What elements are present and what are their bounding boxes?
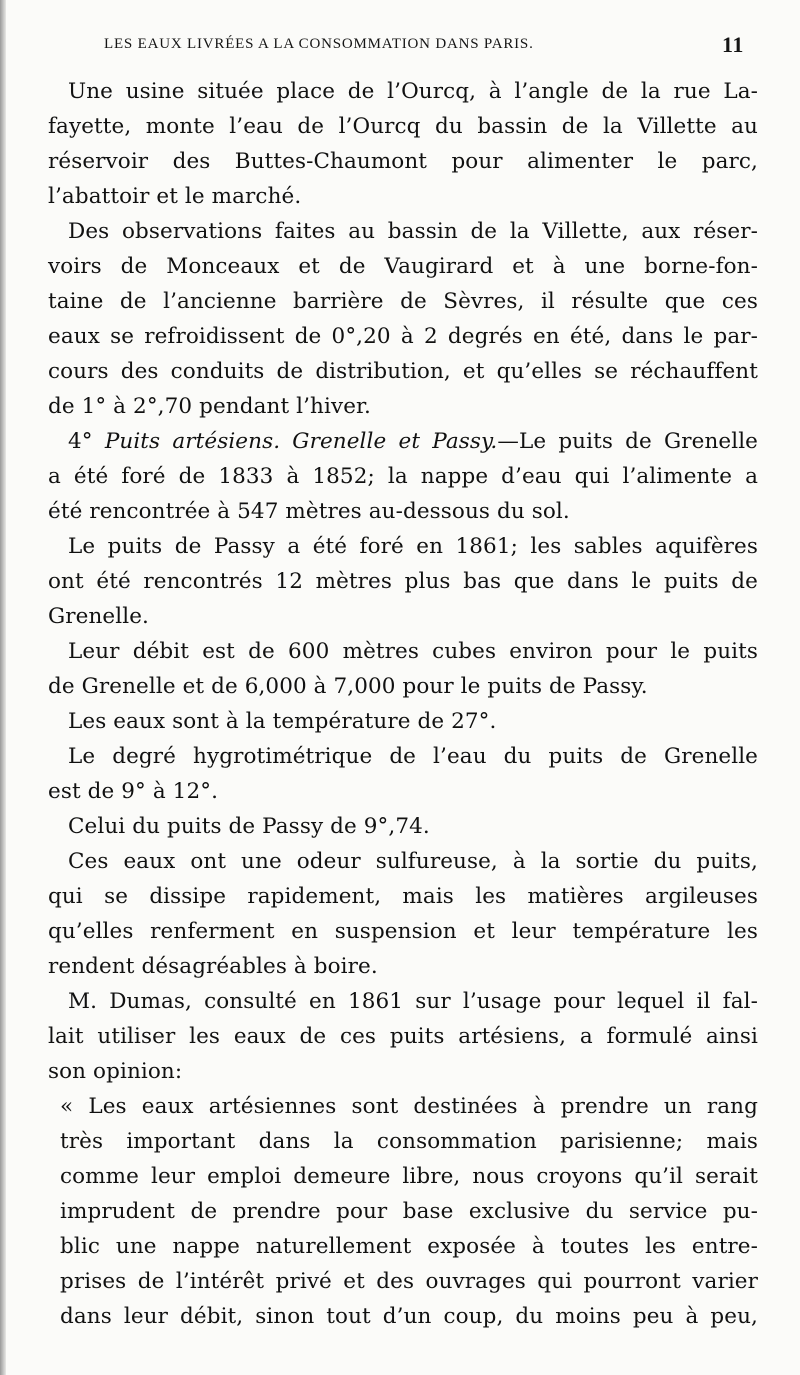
quote-line: comme leur emploi demeure libre, nous croyons qu’il serait [60,1164,758,1189]
text-line: Une usine située place de l’Ourcq, à l’angle de la rue La- [68,79,758,104]
text-line: rendent désagréables à boire. [48,954,378,979]
body-text [48,74,758,1334]
text-line: Le puits de Passy a été foré en 1861; les sables aquifères [68,534,758,559]
text-line: qu’elles renferment en suspension et leur température les [48,919,758,944]
running-title: LES EAUX LIVRÉES A LA CONSOMMATION DANS PARIS. [104,36,534,52]
section-title: Puits artésiens. Grenelle et Passy. [104,429,498,454]
text-line: eaux se refroidissent de 0°,20 à 2 degrés en été, dans le par- [48,324,758,349]
quote-line: dans leur débit, sinon tout d’un coup, du moins peu à peu, [60,1304,758,1329]
page-header [104,32,744,64]
text-line: l’abattoir et le marché. [48,184,302,209]
text-line: son opinion: [48,1059,183,1084]
text-line: Celui du puits de Passy de 9°,74. [68,814,430,839]
quote-line: imprudent de prendre pour base exclusive du service pu- [60,1199,758,1224]
text-line: a été foré de 1833 à 1852; la nappe d’eau qui l’alimente a [48,464,758,489]
text-line: été rencontrée à 547 mètres au-dessous du sol. [48,499,570,524]
text-line: de 1° à 2°,70 pendant l’hiver. [48,394,371,419]
page-edge-shadow [0,0,6,1375]
text-line: de Grenelle et de 6,000 à 7,000 pour le puits de Passy. [48,674,648,699]
text-line: Le degré hygrotimétrique de l’eau du puits de Grenelle [68,744,758,769]
text-line: Les eaux sont à la température de 27°. [68,709,497,734]
section-dash: — [497,429,519,454]
text-line: voirs de Monceaux et de Vaugirard et à une borne-fon- [48,254,758,279]
text-line: Grenelle. [48,604,149,629]
text-line: cours des conduits de distribution, et qu’elles se réchauffent [48,359,758,384]
quote-line: « Les eaux artésiennes sont destinées à prendre un rang [60,1094,758,1119]
section-heading-line [48,424,758,459]
text-line: M. Dumas, consulté en 1861 sur l’usage pour lequel il fal- [68,989,758,1014]
text-line: ont été rencontrés 12 mètres plus bas que dans le puits de [48,569,758,594]
section-heading-continuation: Le puits de Grenelle [518,429,759,454]
text-line: taine de l’ancienne barrière de Sèvres, il résulte que ces [48,289,758,314]
text-line: Des observations faites au bassin de la Villette, aux réser- [68,219,758,244]
text-line: fayette, monte l’eau de l’Ourcq du bassin de la Villette au [48,114,758,139]
text-line: Leur débit est de 600 mètres cubes environ pour le puits [68,639,758,664]
quote-line: prises de l’intérêt privé et des ouvrages qui pourront varier [60,1269,758,1294]
section-number: 4° [68,429,93,454]
text-line: réservoir des Buttes-Chaumont pour alimenter le parc, [48,149,758,174]
page-number: 11 [722,32,744,57]
text-line: qui se dissipe rapidement, mais les matières argileuses [48,884,758,909]
text-line: est de 9° à 12°. [48,779,219,804]
text-line: Ces eaux ont une odeur sulfureuse, à la sortie du puits, [68,849,758,874]
quote-line: blic une nappe naturellement exposée à toutes les entre- [60,1234,758,1259]
quote-line: très important dans la consommation parisienne; mais [60,1129,758,1154]
text-line: lait utiliser les eaux de ces puits artésiens, a formulé ainsi [48,1024,758,1049]
